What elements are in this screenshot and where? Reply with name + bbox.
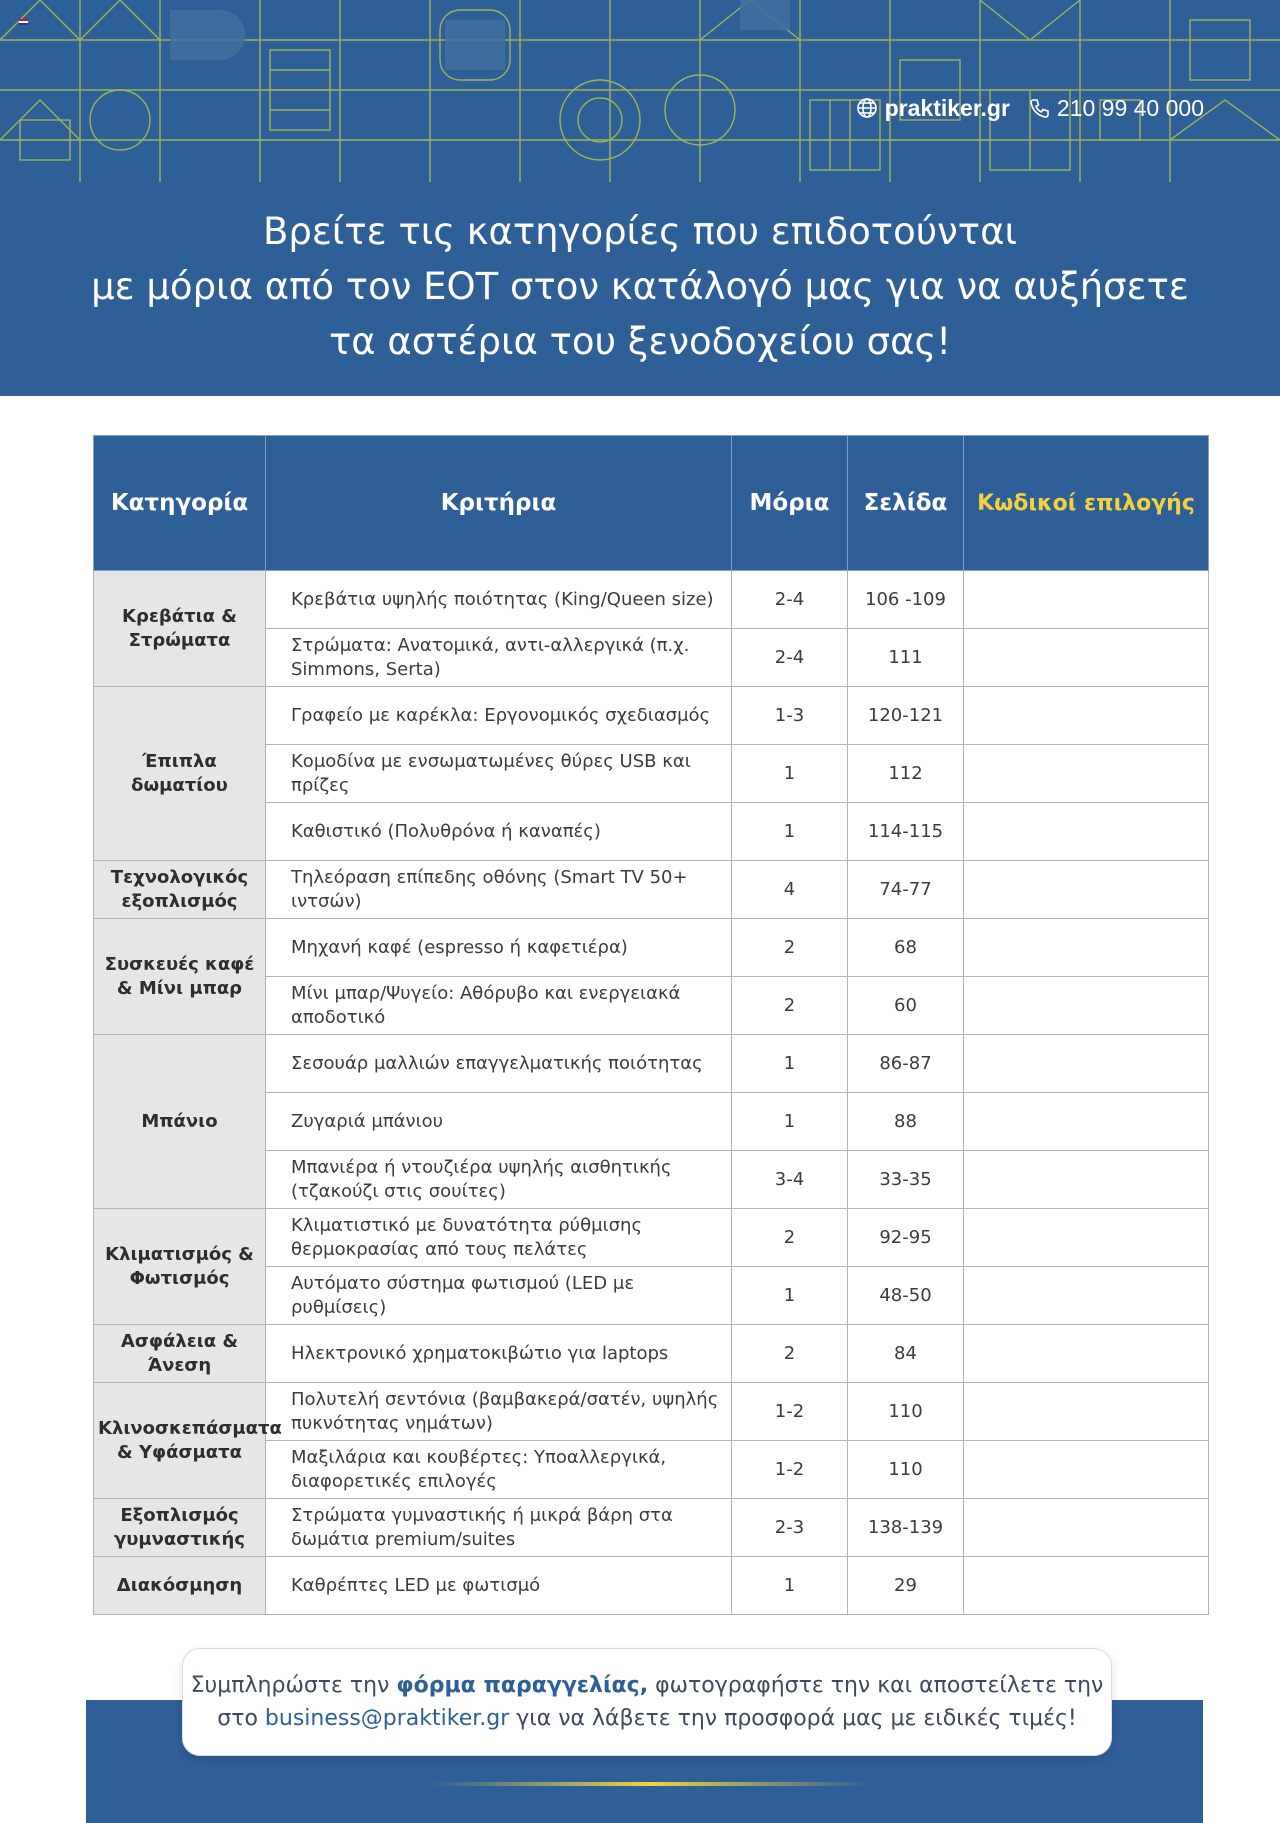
criteria-cell: Γραφείο με καρέκλα: Εργονομικός σχεδιασμός (266, 687, 732, 745)
globe-icon (856, 97, 878, 119)
category-cell: Συσκευές καφέ & Μίνι μπαρ (94, 919, 266, 1035)
page-cell: 120-121 (848, 687, 964, 745)
page-cell: 68 (848, 919, 964, 977)
code-input-cell[interactable] (964, 1441, 1209, 1499)
criteria-cell: Μίνι μπαρ/Ψυγείο: Αθόρυβο και ενεργειακά αποδοτικό (266, 977, 732, 1035)
page-cell: 112 (848, 745, 964, 803)
criteria-cell: Σεσουάρ μαλλιών επαγγελματικής ποιότητας (266, 1035, 732, 1093)
header-points: Μόρια (732, 436, 848, 571)
category-cell: Έπιπλα δωματίου (94, 687, 266, 861)
criteria-cell: Κλιματιστικό με δυνατότητα ρύθμισης θερμοκρασίας από τους πελάτες (266, 1209, 732, 1267)
category-cell: Εξοπλισμός γυμναστικής (94, 1499, 266, 1557)
code-input-cell[interactable] (964, 745, 1209, 803)
page-cell: 86-87 (848, 1035, 964, 1093)
note-text-2: φωτογραφήστε την και αποστείλετε την (655, 1673, 1104, 1698)
title-line-2: με μόρια από τον ΕΟΤ στον κατάλογό μας για να αυξήσετε (91, 265, 1189, 308)
criteria-cell: Στρώματα: Ανατομικά, αντι-αλλεργικά (π.χ. Simmons, Serta) (266, 629, 732, 687)
table-row (94, 919, 1209, 977)
header-criteria: Κριτήρια (266, 436, 732, 571)
category-cell: Τεχνολογικός εξοπλισμός (94, 861, 266, 919)
website-link[interactable]: praktiker.gr (884, 94, 1010, 121)
note-text-1: Συμπληρώστε την (190, 1673, 390, 1698)
criteria-cell: Μαξιλάρια και κουβέρτες: Υποαλλεργικά, διαφορετικές επιλογές (266, 1441, 732, 1499)
page-cell: 106 -109 (848, 571, 964, 629)
decorative-pattern (0, 0, 1280, 182)
points-cell: 2-3 (732, 1499, 848, 1557)
page-cell: 111 (848, 629, 964, 687)
points-cell: 3-4 (732, 1151, 848, 1209)
title-line-1: Βρείτε τις κατηγορίες που επιδοτούνται (263, 210, 1017, 253)
code-input-cell[interactable] (964, 1383, 1209, 1441)
criteria-cell: Μπανιέρα ή ντουζιέρα υψηλής αισθητικής (τζακούζι στις σουίτες) (266, 1151, 732, 1209)
code-input-cell[interactable] (964, 1151, 1209, 1209)
points-cell: 1 (732, 803, 848, 861)
code-input-cell[interactable] (964, 1325, 1209, 1383)
code-input-cell[interactable] (964, 803, 1209, 861)
page-cell: 88 (848, 1093, 964, 1151)
page-cell: 29 (848, 1557, 964, 1615)
header-codes: Κωδικοί επιλογής (964, 436, 1209, 571)
note-text-4: για να λάβετε την προσφορά μας με ειδικές τιμές! (516, 1706, 1077, 1731)
category-cell: Κλινοσκεπάσματα & Υφάσματα (94, 1383, 266, 1499)
code-input-cell[interactable] (964, 1035, 1209, 1093)
phone-icon (1028, 97, 1050, 119)
code-input-cell[interactable] (964, 1267, 1209, 1325)
table-row (94, 1383, 1209, 1441)
criteria-cell: Αυτόματο σύστημα φωτισμού (LED με ρυθμίσεις) (266, 1267, 732, 1325)
category-cell: Κρεβάτια & Στρώματα (94, 571, 266, 687)
points-cell: 1-3 (732, 687, 848, 745)
points-cell: 2-4 (732, 629, 848, 687)
header-page: Σελίδα (848, 436, 964, 571)
criteria-cell: Πολυτελή σεντόνια (βαμβακερά/σατέν, υψηλής πυκνότητας νημάτων) (266, 1383, 732, 1441)
points-cell: 1 (732, 1093, 848, 1151)
table-row (94, 687, 1209, 745)
table-row (94, 1209, 1209, 1267)
title-line-3: τα αστέρια του ξενοδοχείου σας! (328, 320, 952, 363)
table-row (94, 1499, 1209, 1557)
table-row (94, 1325, 1209, 1383)
order-form-link[interactable]: φόρμα παραγγελίας, (396, 1673, 649, 1698)
points-cell: 1-2 (732, 1441, 848, 1499)
points-cell: 1 (732, 1267, 848, 1325)
code-input-cell[interactable] (964, 1557, 1209, 1615)
criteria-cell: Μηχανή καφέ (espresso ή καφετιέρα) (266, 919, 732, 977)
flag-icon (19, 19, 28, 25)
points-cell: 4 (732, 861, 848, 919)
points-cell: 1 (732, 1035, 848, 1093)
table-row (94, 1035, 1209, 1093)
table-header-row (94, 436, 1209, 571)
code-input-cell[interactable] (964, 861, 1209, 919)
contact-bar (856, 92, 1204, 124)
criteria-cell: Τηλεόραση επίπεδης οθόνης (Smart TV 50+ ιντσών) (266, 861, 732, 919)
page-cell: 110 (848, 1441, 964, 1499)
page-cell: 60 (848, 977, 964, 1035)
code-input-cell[interactable] (964, 571, 1209, 629)
table-row (94, 861, 1209, 919)
criteria-cell: Καθρέπτες LED με φωτισμό (266, 1557, 732, 1615)
page-cell: 110 (848, 1383, 964, 1441)
order-note (182, 1648, 1112, 1756)
criteria-cell: Στρώματα γυμναστικής ή μικρά βάρη στα δωμάτια premium/suites (266, 1499, 732, 1557)
page-cell: 48-50 (848, 1267, 964, 1325)
criteria-cell: Κρεβάτια υψηλής ποιότητας (King/Queen size) (266, 571, 732, 629)
code-input-cell[interactable] (964, 629, 1209, 687)
points-cell: 1 (732, 1557, 848, 1615)
points-cell: 1-2 (732, 1383, 848, 1441)
code-input-cell[interactable] (964, 1209, 1209, 1267)
category-cell: Ασφάλεια & Άνεση (94, 1325, 266, 1383)
points-cell: 2 (732, 977, 848, 1035)
code-input-cell[interactable] (964, 687, 1209, 745)
category-cell: Κλιματισμός & Φωτισμός (94, 1209, 266, 1325)
page-cell: 114-115 (848, 803, 964, 861)
criteria-cell: Κομοδίνα με ενσωματωμένες θύρες USB και πρίζες (266, 745, 732, 803)
points-cell: 2 (732, 919, 848, 977)
code-input-cell[interactable] (964, 919, 1209, 977)
page-cell: 74-77 (848, 861, 964, 919)
table-row (94, 571, 1209, 629)
page-cell: 84 (848, 1325, 964, 1383)
page-cell: 33-35 (848, 1151, 964, 1209)
page-cell: 92-95 (848, 1209, 964, 1267)
category-cell: Μπάνιο (94, 1035, 266, 1209)
points-cell: 1 (732, 745, 848, 803)
header-category: Κατηγορία (94, 436, 266, 571)
criteria-cell: Ζυγαριά μπάνιου (266, 1093, 732, 1151)
criteria-cell: Ηλεκτρονικό χρηματοκιβώτιο για laptops (266, 1325, 732, 1383)
criteria-cell: Καθιστικό (Πολυθρόνα ή καναπές) (266, 803, 732, 861)
page-title (0, 204, 1280, 369)
points-cell: 2-4 (732, 571, 848, 629)
points-cell: 2 (732, 1209, 848, 1267)
phone-number[interactable]: 210 99 40 000 (1056, 94, 1204, 121)
table-row (94, 1557, 1209, 1615)
email-link[interactable]: business@praktiker.gr (264, 1706, 510, 1731)
criteria-table (93, 435, 1209, 1615)
code-input-cell[interactable] (964, 1499, 1209, 1557)
page-cell: 138-139 (848, 1499, 964, 1557)
points-cell: 2 (732, 1325, 848, 1383)
category-cell: Διακόσμηση (94, 1557, 266, 1615)
code-input-cell[interactable] (964, 977, 1209, 1035)
footer-accent-line (430, 1782, 870, 1786)
header-banner (0, 0, 1280, 396)
code-input-cell[interactable] (964, 1093, 1209, 1151)
note-text-3: στο (217, 1706, 258, 1731)
